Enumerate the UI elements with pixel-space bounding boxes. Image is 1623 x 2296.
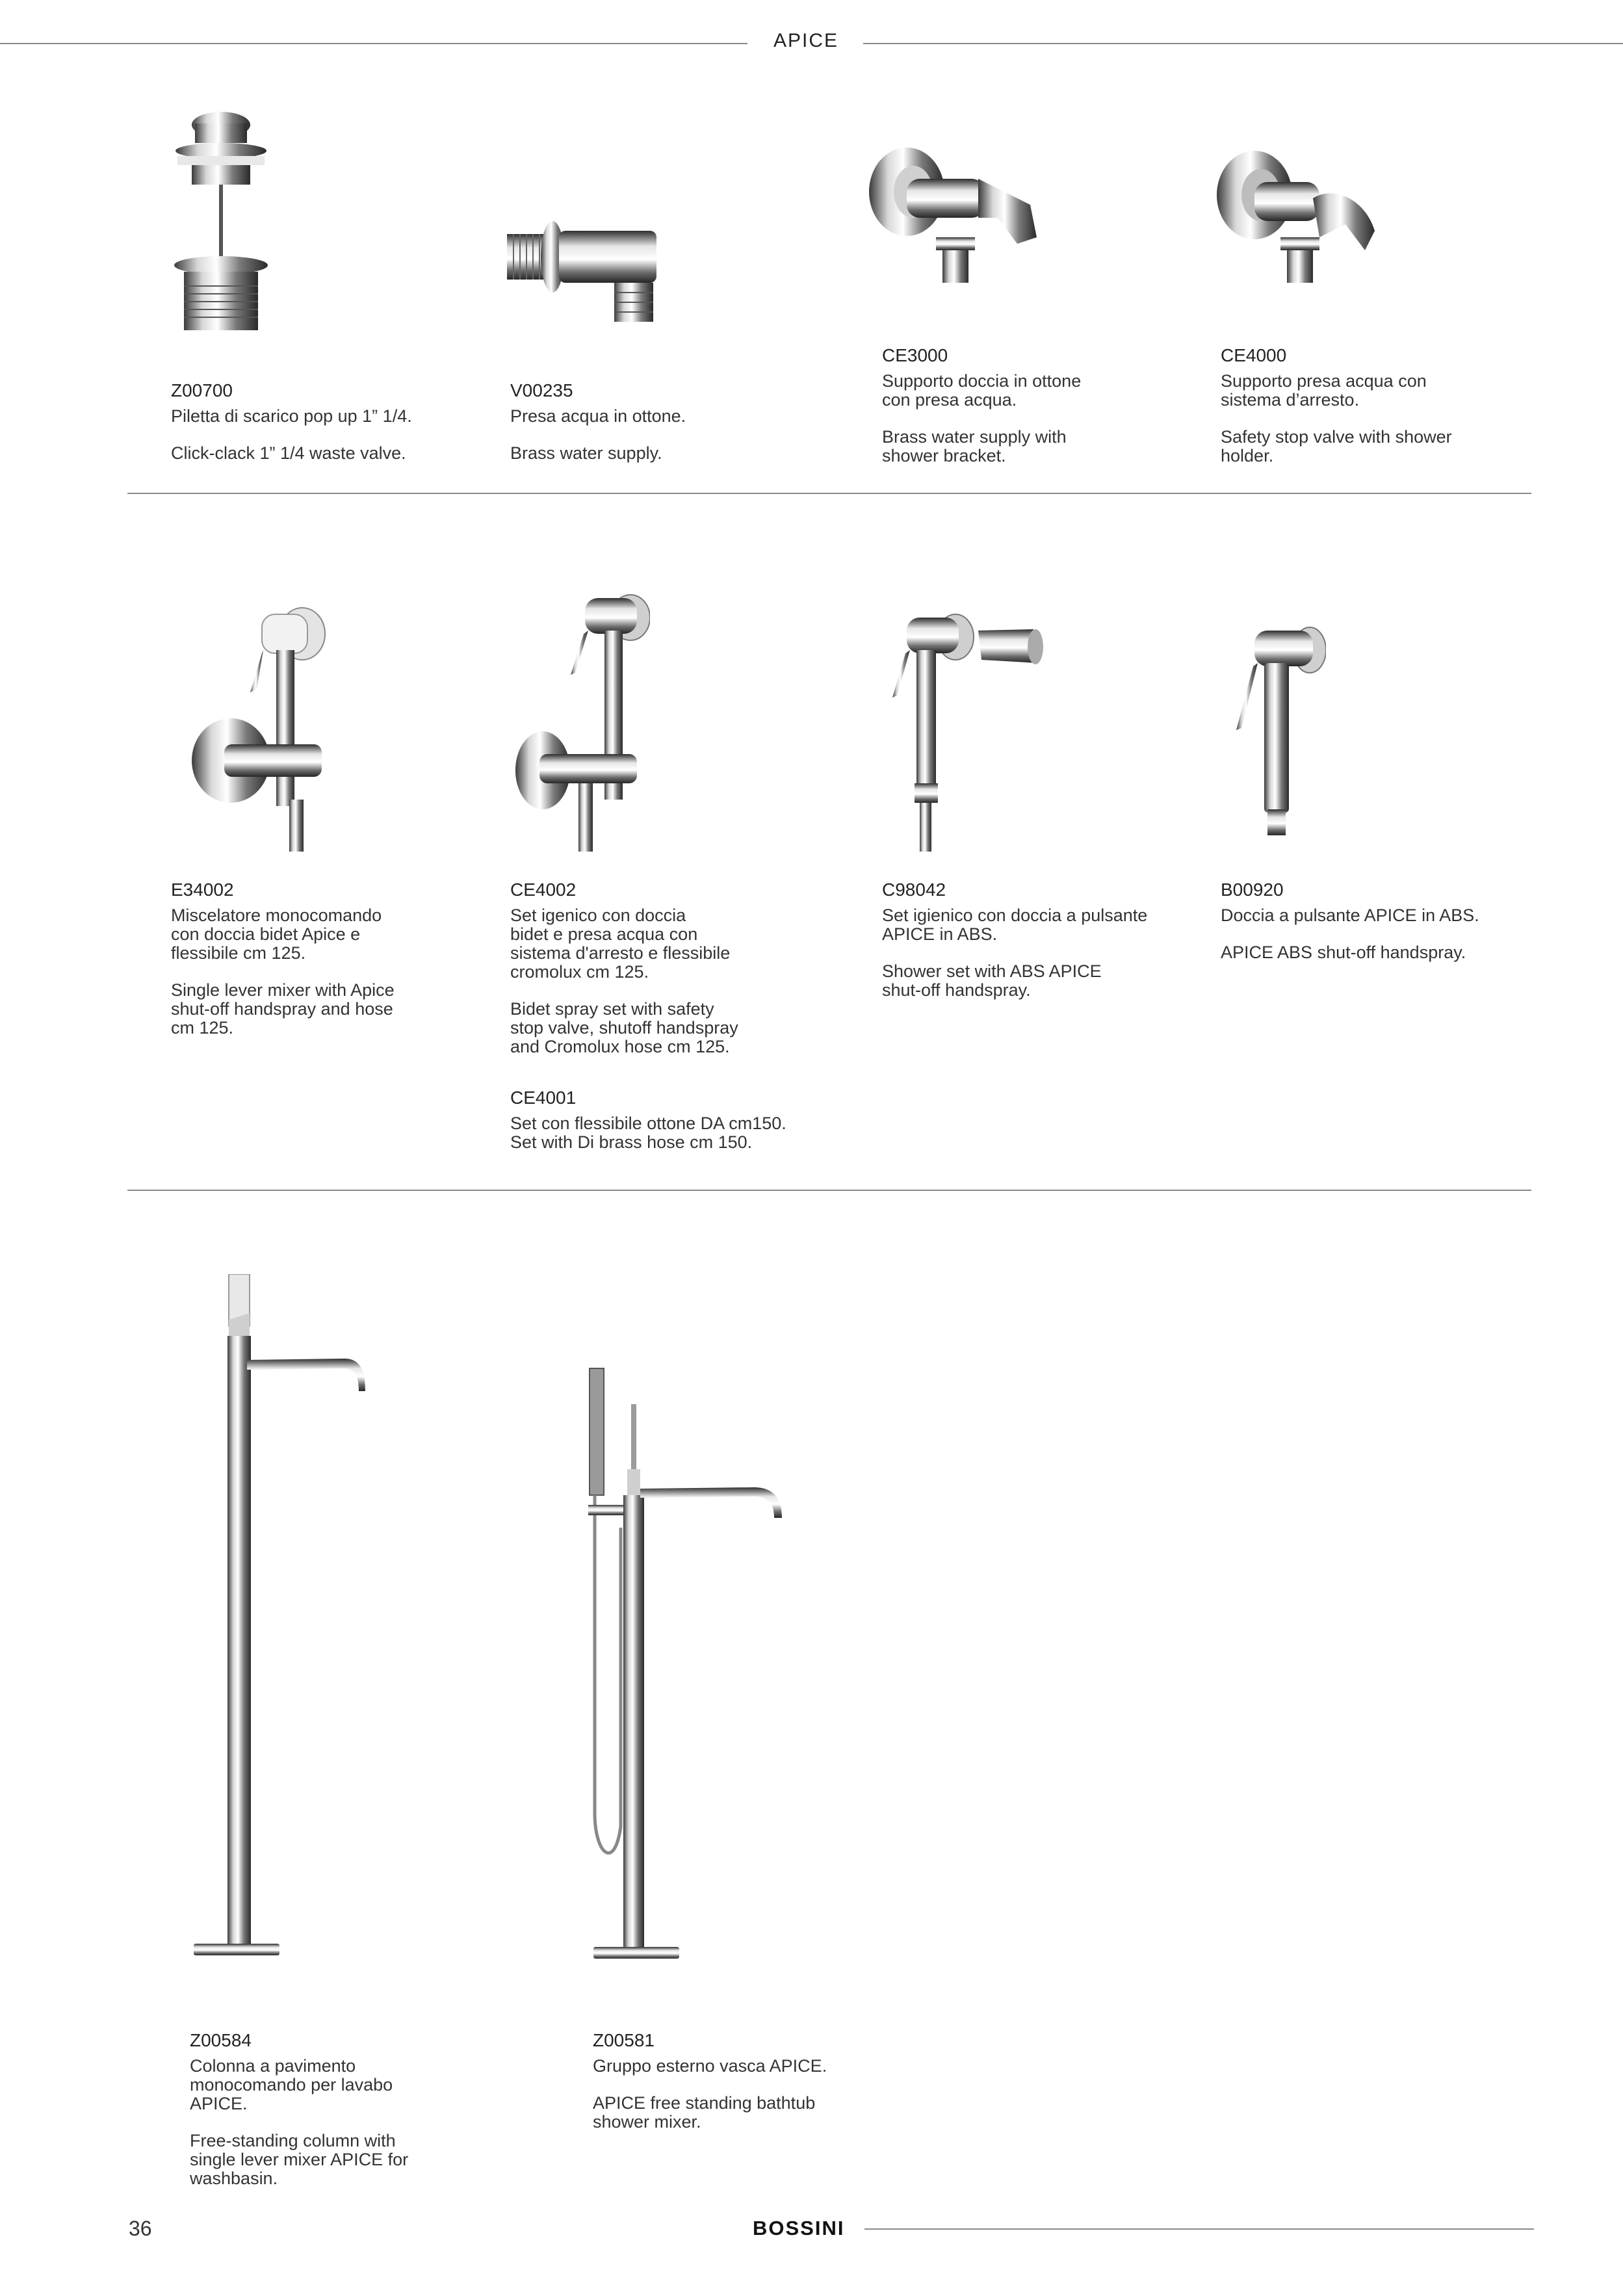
product-description-en: Bidet spray set with safety stop valve, shutoff handspray and Cromolux hose cm 125.	[510, 999, 738, 1056]
product-code: C98042	[882, 880, 946, 900]
header-rule-right	[863, 43, 1623, 44]
product-description-it: Presa acqua in ottone.	[510, 406, 686, 426]
product-b00920	[1221, 879, 1559, 980]
product-ce4001	[510, 1087, 861, 1170]
abs-shower-set-icon	[874, 611, 1043, 852]
product-description-en: APICE ABS shut-off handspray.	[1221, 943, 1466, 962]
bidet-spray-set-icon	[513, 588, 650, 852]
product-description-en: Brass water supply with shower bracket.	[882, 427, 1067, 465]
product-description-it: Doccia a pulsante APICE in ABS.	[1221, 906, 1479, 925]
product-code: E34002	[171, 880, 234, 900]
product-description-en: Shower set with ABS APICE shut-off handspray.	[882, 961, 1102, 1000]
product-description-en: Click-clack 1” 1/4 waste valve.	[171, 443, 406, 463]
product-c98042	[882, 879, 1220, 1018]
product-code: CE4000	[1221, 345, 1287, 365]
product-z00700	[171, 380, 483, 481]
product-description-it: Piletta di scarico pop up 1” 1/4.	[171, 406, 412, 426]
product-code: V00235	[510, 380, 573, 400]
product-code: CE4002	[510, 880, 577, 900]
product-z00584	[190, 2029, 502, 2206]
product-description-en: APICE free standing bathtub shower mixer.	[593, 2093, 816, 2132]
product-e34002	[171, 879, 483, 1056]
product-description-en: Free-standing column with single lever mixer APICE for washbasin.	[190, 2131, 409, 2188]
product-description-en: Brass water supply.	[510, 443, 662, 463]
page-number: 36	[129, 2217, 152, 2240]
brand-logo: BOSSINI	[753, 2217, 845, 2239]
product-description-it: Set igenico con doccia bidet e presa acqua con sistema d'arresto e flessibile cromolux cm 125.	[510, 906, 731, 982]
shower-bracket-supply-icon	[868, 140, 1056, 296]
product-description-it: Miscelatore monocomando con doccia bidet Apice e flessibile cm 125.	[171, 906, 382, 963]
stop-valve-holder-icon	[1215, 140, 1384, 296]
footer-rule	[864, 2228, 1534, 2230]
abs-handspray-icon	[1228, 624, 1326, 839]
product-description-en: Safety stop valve with shower holder.	[1221, 427, 1452, 465]
product-code: Z00581	[593, 2030, 655, 2050]
brass-water-supply-icon	[507, 208, 676, 332]
product-v00235	[510, 380, 835, 481]
product-code: B00920	[1221, 880, 1284, 900]
product-description-it: Gruppo esterno vasca APICE.	[593, 2056, 827, 2076]
product-code: Z00700	[171, 380, 233, 400]
product-description-it: Supporto doccia in ottone con presa acqua.	[882, 371, 1082, 410]
product-ce4000	[1221, 345, 1546, 484]
product-description-it: Supporto presa acqua con sistema d’arresto.	[1221, 371, 1427, 410]
header-rule-left	[0, 43, 747, 44]
product-ce3000	[882, 345, 1207, 484]
pop-up-waste-valve-icon	[166, 111, 276, 338]
product-description-en: Single lever mixer with Apice shut-off handspray and hose cm 125.	[171, 980, 395, 1037]
page-title: APICE	[773, 30, 839, 51]
product-description-en: Set with Di brass hose cm 150.	[510, 1132, 753, 1152]
product-description-it: Set igienico con doccia a pulsante APICE in ABS.	[882, 906, 1148, 944]
product-description-it: Set con flessibile ottone DA cm150.	[510, 1114, 786, 1133]
product-code: CE3000	[882, 345, 948, 365]
product-code: CE4001	[510, 1088, 577, 1108]
freestanding-bath-mixer-icon	[575, 1359, 793, 1983]
bidet-mixer-handspray-icon	[185, 605, 331, 852]
product-description-it: Colonna a pavimento monocomando per lavabo APICE.	[190, 2056, 393, 2113]
product-z00581	[593, 2029, 931, 2150]
section-divider	[127, 493, 1531, 494]
floor-column-mixer-icon	[188, 1274, 377, 1983]
section-divider	[127, 1190, 1531, 1191]
product-ce4002	[510, 879, 848, 1075]
product-code: Z00584	[190, 2030, 252, 2050]
